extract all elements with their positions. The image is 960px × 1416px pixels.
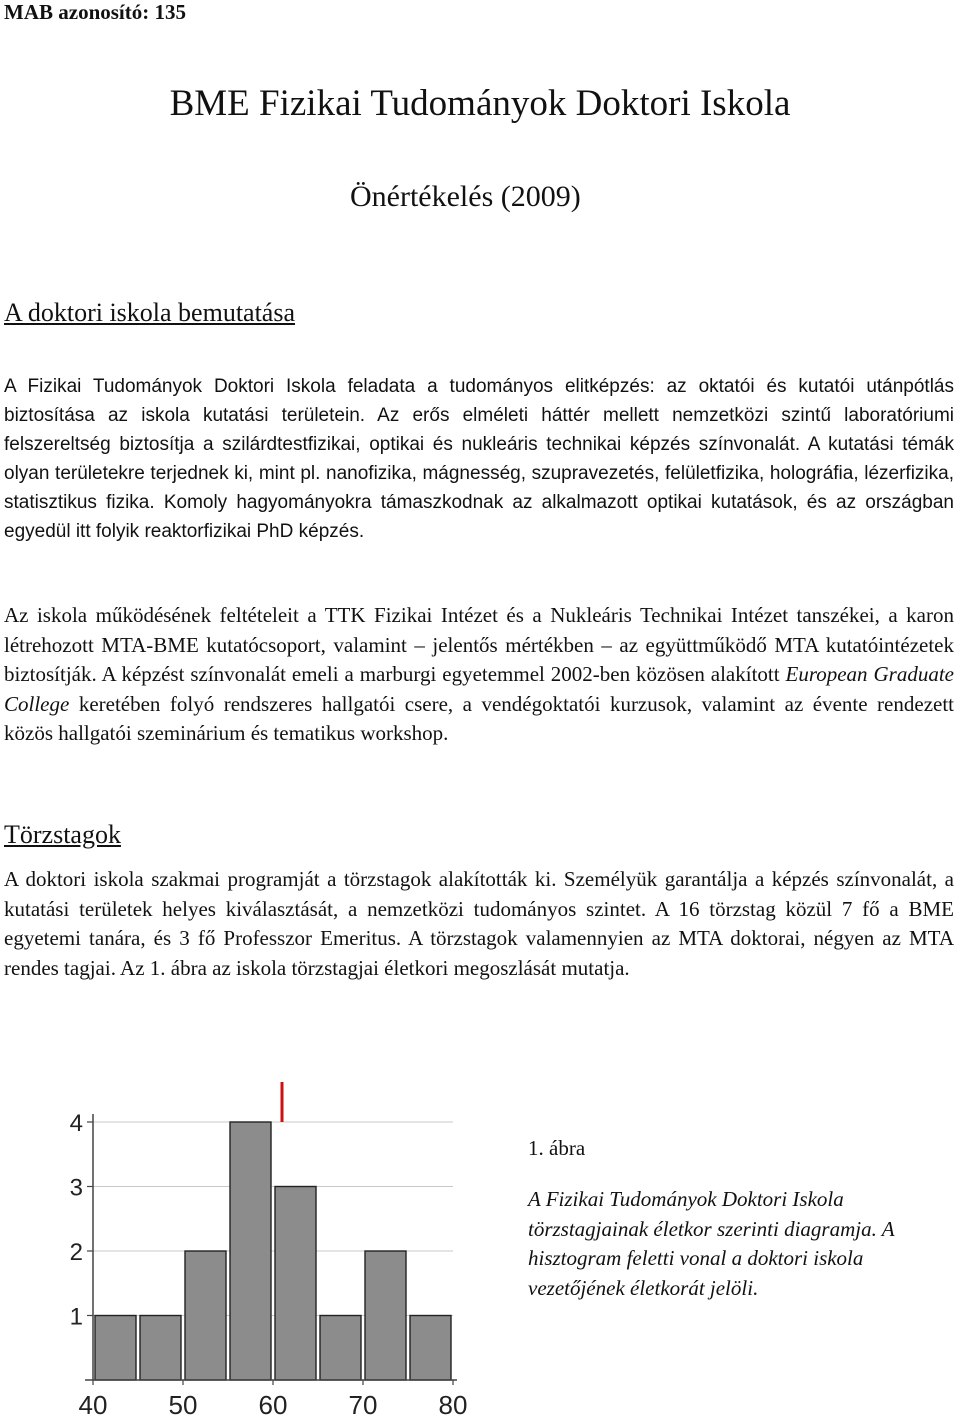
x-tick-label: 50 [168,1390,198,1416]
conditions-text-2: keretében folyó rendszeres hallgatói csere, a vendégoktatói kurzusok, valamint az évente rendezett közös hallgatói szeminárium és tematikus workshop. [4,691,954,745]
x-tick-label: 70 [348,1390,378,1416]
histogram-bar [95,1316,136,1381]
y-tick-label: 1 [69,1303,83,1331]
x-tick-label: 40 [78,1390,108,1416]
y-tick-label: 2 [69,1239,83,1266]
intro-paragraph: A Fizikai Tudományok Doktori Iskola feladata a tudományos elitképzés: az oktatói és kutatói utánpótlás biztosítása az iskola kutatási területein. Az erős elméleti háttér mellett nemzetközi szintű laboratóriumi felszereltség biztosítja a szilárdtestfizikai, optikai és nukleáris technikai képzés színvonalát. A kutatási témák olyan területekre terjednek ki, mint pl. nanofizika, mágnesség, szupravezetés, felületfizika, holográfia, lézerfizika, statisztikus fizika. Komoly hagyományokra támaszkodnak az alkalmazott optikai kutatások, és az országban egyedül itt folyik reaktorfizikai PhD képzés. [4,376,954,542]
histogram-bar [140,1316,181,1381]
histogram-bar [320,1316,361,1381]
y-tick-label: 4 [69,1110,83,1137]
core-members-paragraph: A doktori iskola szakmai programját a törzstagok alakították ki. Személyük garantálja a képzés színvonalát, a kutatási területek helyes kiválasztását, a nemzetközi tudományos szintet. A 16 törzstag közül 7 fő a BME egyetemi tanára, és 3 fő Professzor Emeritus. A törzstagok valamennyien az MTA doktorai, négyen az MTA rendes tagjai. Az 1. ábra az iskola törzstagjai életkori megoszlását mutatja. [4,867,954,980]
page-title: BME Fizikai Tudományok Doktori Iskola [169,83,791,124]
conditions-paragraph [4,601,954,749]
age-histogram-chart [0,1070,500,1416]
mab-id: MAB azonosító: 135 [4,0,186,24]
histogram-bar [410,1316,451,1381]
x-tick-label: 80 [438,1390,468,1416]
figure-caption [528,1136,958,1303]
figure-label: 1. ábra [528,1136,586,1160]
histogram-bar [185,1251,226,1380]
section-heading-introduction: A doktori iskola bemutatása [4,298,296,327]
histogram-bar [230,1122,271,1380]
y-tick-label: 3 [69,1174,83,1202]
egc-name: European Graduate College [4,662,954,716]
page-subtitle: Önértékelés (2009) [350,180,581,213]
conditions-text-1: Az iskola működésének feltételeit a TTK Fizikai Intézet és a Nukleáris Technikai Intézet tanszékei, a karon létrehozott MTA-BME kutatócsoport, valamint – jelentős mértékben – az együttműködő MTA kutatóintézetek biztosítják. A képzést színvonalát emeli a marburgi egyetemmel 2002-ben közösen alakított [4,603,954,686]
histogram-bar [275,1187,316,1381]
x-tick-label: 60 [258,1390,288,1416]
histogram-bar [365,1251,406,1380]
figure-caption-text: A Fizikai Tudományok Doktori Iskola törzstagjainak életkor szerinti diagramja. A hisztogram feletti vonal a doktori iskola vezetőjének életkorát jelöli. [528,1187,895,1300]
section-heading-core-members: Törzstagok [4,820,121,849]
